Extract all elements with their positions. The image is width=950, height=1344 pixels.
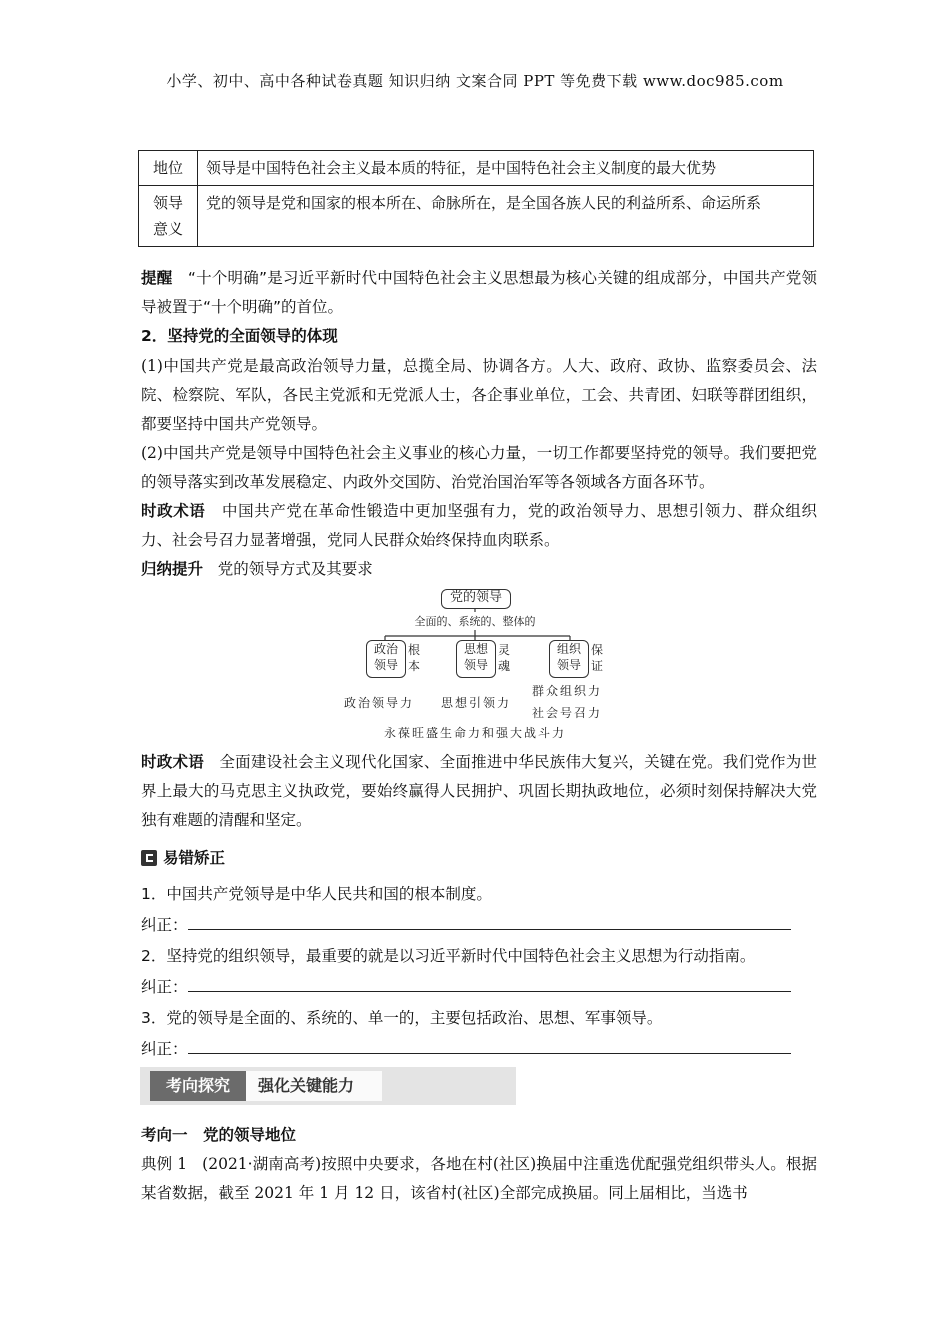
diagram-output: 群众组织力 xyxy=(532,684,603,698)
correction-label: 纠正： xyxy=(141,978,188,996)
example-label: 典例 1 xyxy=(141,1155,188,1173)
example-paragraph xyxy=(141,1150,817,1208)
summary-paragraph xyxy=(141,555,817,584)
policy-term-paragraph xyxy=(141,497,817,555)
table-key xyxy=(139,186,198,247)
error-item: 2．坚持党的组织领导，最重要的就是以习近平新时代中国特色社会主义思想为行动指南。 xyxy=(141,947,756,965)
correction-line[interactable] xyxy=(188,977,791,992)
summary-text: 党的领导方式及其要求 xyxy=(217,560,373,578)
errors-title: 易错矫正 xyxy=(163,849,226,867)
leadership-diagram xyxy=(330,586,620,746)
diagram-node-note xyxy=(408,642,420,674)
node-line: 领导 xyxy=(463,658,488,672)
diagram-subtitle: 全面的、系统的、整体的 xyxy=(414,615,536,628)
note-char: 证 xyxy=(591,659,604,673)
example-text: (2021·湖南高考)按照中央要求，各地在村(社区)换届中注重选优配强党组织带头人。根据某省数据，截至 2021 年 1 月 12 日，该省村(社区)全部完成换届。同上届相比，当选书 xyxy=(141,1155,817,1202)
banner-inner xyxy=(150,1071,386,1101)
banner-right-label: 强化关键能力 xyxy=(246,1071,382,1101)
node-line: 组织 xyxy=(556,642,581,656)
diagram-output: 思想引领力 xyxy=(441,696,512,710)
table-key: 地位 xyxy=(139,151,198,186)
correction-label: 纠正： xyxy=(141,916,188,934)
table-value: 党的领导是党和国家的根本所在、命脉所在，是全国各族人民的利益所系、命运所系 xyxy=(198,186,814,247)
correction-row xyxy=(141,973,817,1002)
correction-line[interactable] xyxy=(188,915,791,930)
table-row xyxy=(139,186,814,247)
policy-term-label: 时政术语 xyxy=(141,753,204,771)
page-header: 小学、初中、高中各种试卷真题 知识归纳 文案合同 PPT 等免费下载 www.doc985.com xyxy=(166,72,784,90)
diagram-output: 社会号召力 xyxy=(532,706,603,720)
note-char: 灵 xyxy=(498,643,511,657)
diagram-node-note xyxy=(498,642,510,674)
diagram-root-node: 党的领导 xyxy=(441,589,511,609)
section-c-icon xyxy=(141,850,157,866)
table-key-line: 意义 xyxy=(152,220,183,238)
policy-term-text: 全面建设社会主义现代化国家、全面推进中华民族伟大复兴，关键在党。我们党作为世界上最大的马克思主义执政党，要始终赢得人民拥护、巩固长期执政地位，必须时刻保持解决大党独有难题的清醒和坚定。 xyxy=(141,753,817,829)
diagram-node-note xyxy=(591,642,603,674)
correction-label: 纠正： xyxy=(141,1040,188,1058)
banner-left-label: 考向探究 xyxy=(150,1071,246,1101)
node-line: 领导 xyxy=(556,658,581,672)
reminder-paragraph xyxy=(141,264,817,322)
node-line: 思想 xyxy=(463,642,488,656)
table-key-line: 领导 xyxy=(152,194,183,212)
policy-term-text: 中国共产党在革命性锻造中更加坚强有力，党的政治领导力、思想引领力、群众组织力、社会号召力显著增强，党同人民群众始终保持血肉联系。 xyxy=(141,502,817,549)
note-char: 本 xyxy=(408,659,421,673)
correction-row xyxy=(141,1035,817,1064)
section-paragraph-2: (2)中国共产党是领导中国特色社会主义事业的核心力量，一切工作都要坚持党的领导。我们要把党的领导落实到改革发展稳定、内政外交国防、治党治国治军等各领域各方面各环节。 xyxy=(141,444,817,491)
section-banner xyxy=(140,1067,516,1105)
node-line: 政治 xyxy=(373,642,398,656)
info-table xyxy=(138,150,814,247)
section-title: 2．坚持党的全面领导的体现 xyxy=(141,327,338,345)
diagram-node-organizational xyxy=(549,640,589,678)
note-char: 魂 xyxy=(498,659,511,673)
note-char: 保 xyxy=(591,643,604,657)
table-row xyxy=(139,151,814,186)
correction-row xyxy=(141,911,817,940)
direction-title: 考向一 党的领导地位 xyxy=(141,1126,297,1144)
diagram-output: 政治领导力 xyxy=(344,696,415,710)
diagram-bottom: 永葆旺盛生命力和强大战斗力 xyxy=(383,726,566,740)
diagram-node-ideological xyxy=(456,640,496,678)
reminder-label: 提醒 xyxy=(141,269,173,287)
diagram-node-political xyxy=(366,640,406,678)
note-char: 根 xyxy=(408,643,421,657)
table-value: 领导是中国特色社会主义最本质的特征，是中国特色社会主义制度的最大优势 xyxy=(198,151,814,186)
error-item: 1．中国共产党领导是中华人民共和国的根本制度。 xyxy=(141,885,492,903)
error-item: 3．党的领导是全面的、系统的、单一的，主要包括政治、思想、军事领导。 xyxy=(141,1009,663,1027)
summary-label: 归纳提升 xyxy=(141,560,204,578)
node-line: 领导 xyxy=(373,658,398,672)
reminder-text: “十个明确”是习近平新时代中国特色社会主义思想最为核心关键的组成部分，中国共产党领导被置于“十个明确”的首位。 xyxy=(141,269,817,316)
correction-line[interactable] xyxy=(188,1039,791,1054)
policy-term-paragraph xyxy=(141,748,817,835)
section-paragraph-1: (1)中国共产党是最高政治领导力量，总揽全局、协调各方。人大、政府、政协、监察委员会、法院、检察院、军队，各民主党派和无党派人士，各企事业单位，工会、共青团、妇联等群团组织，都要坚持中国共产党领导。 xyxy=(141,357,817,433)
policy-term-label: 时政术语 xyxy=(141,502,206,520)
